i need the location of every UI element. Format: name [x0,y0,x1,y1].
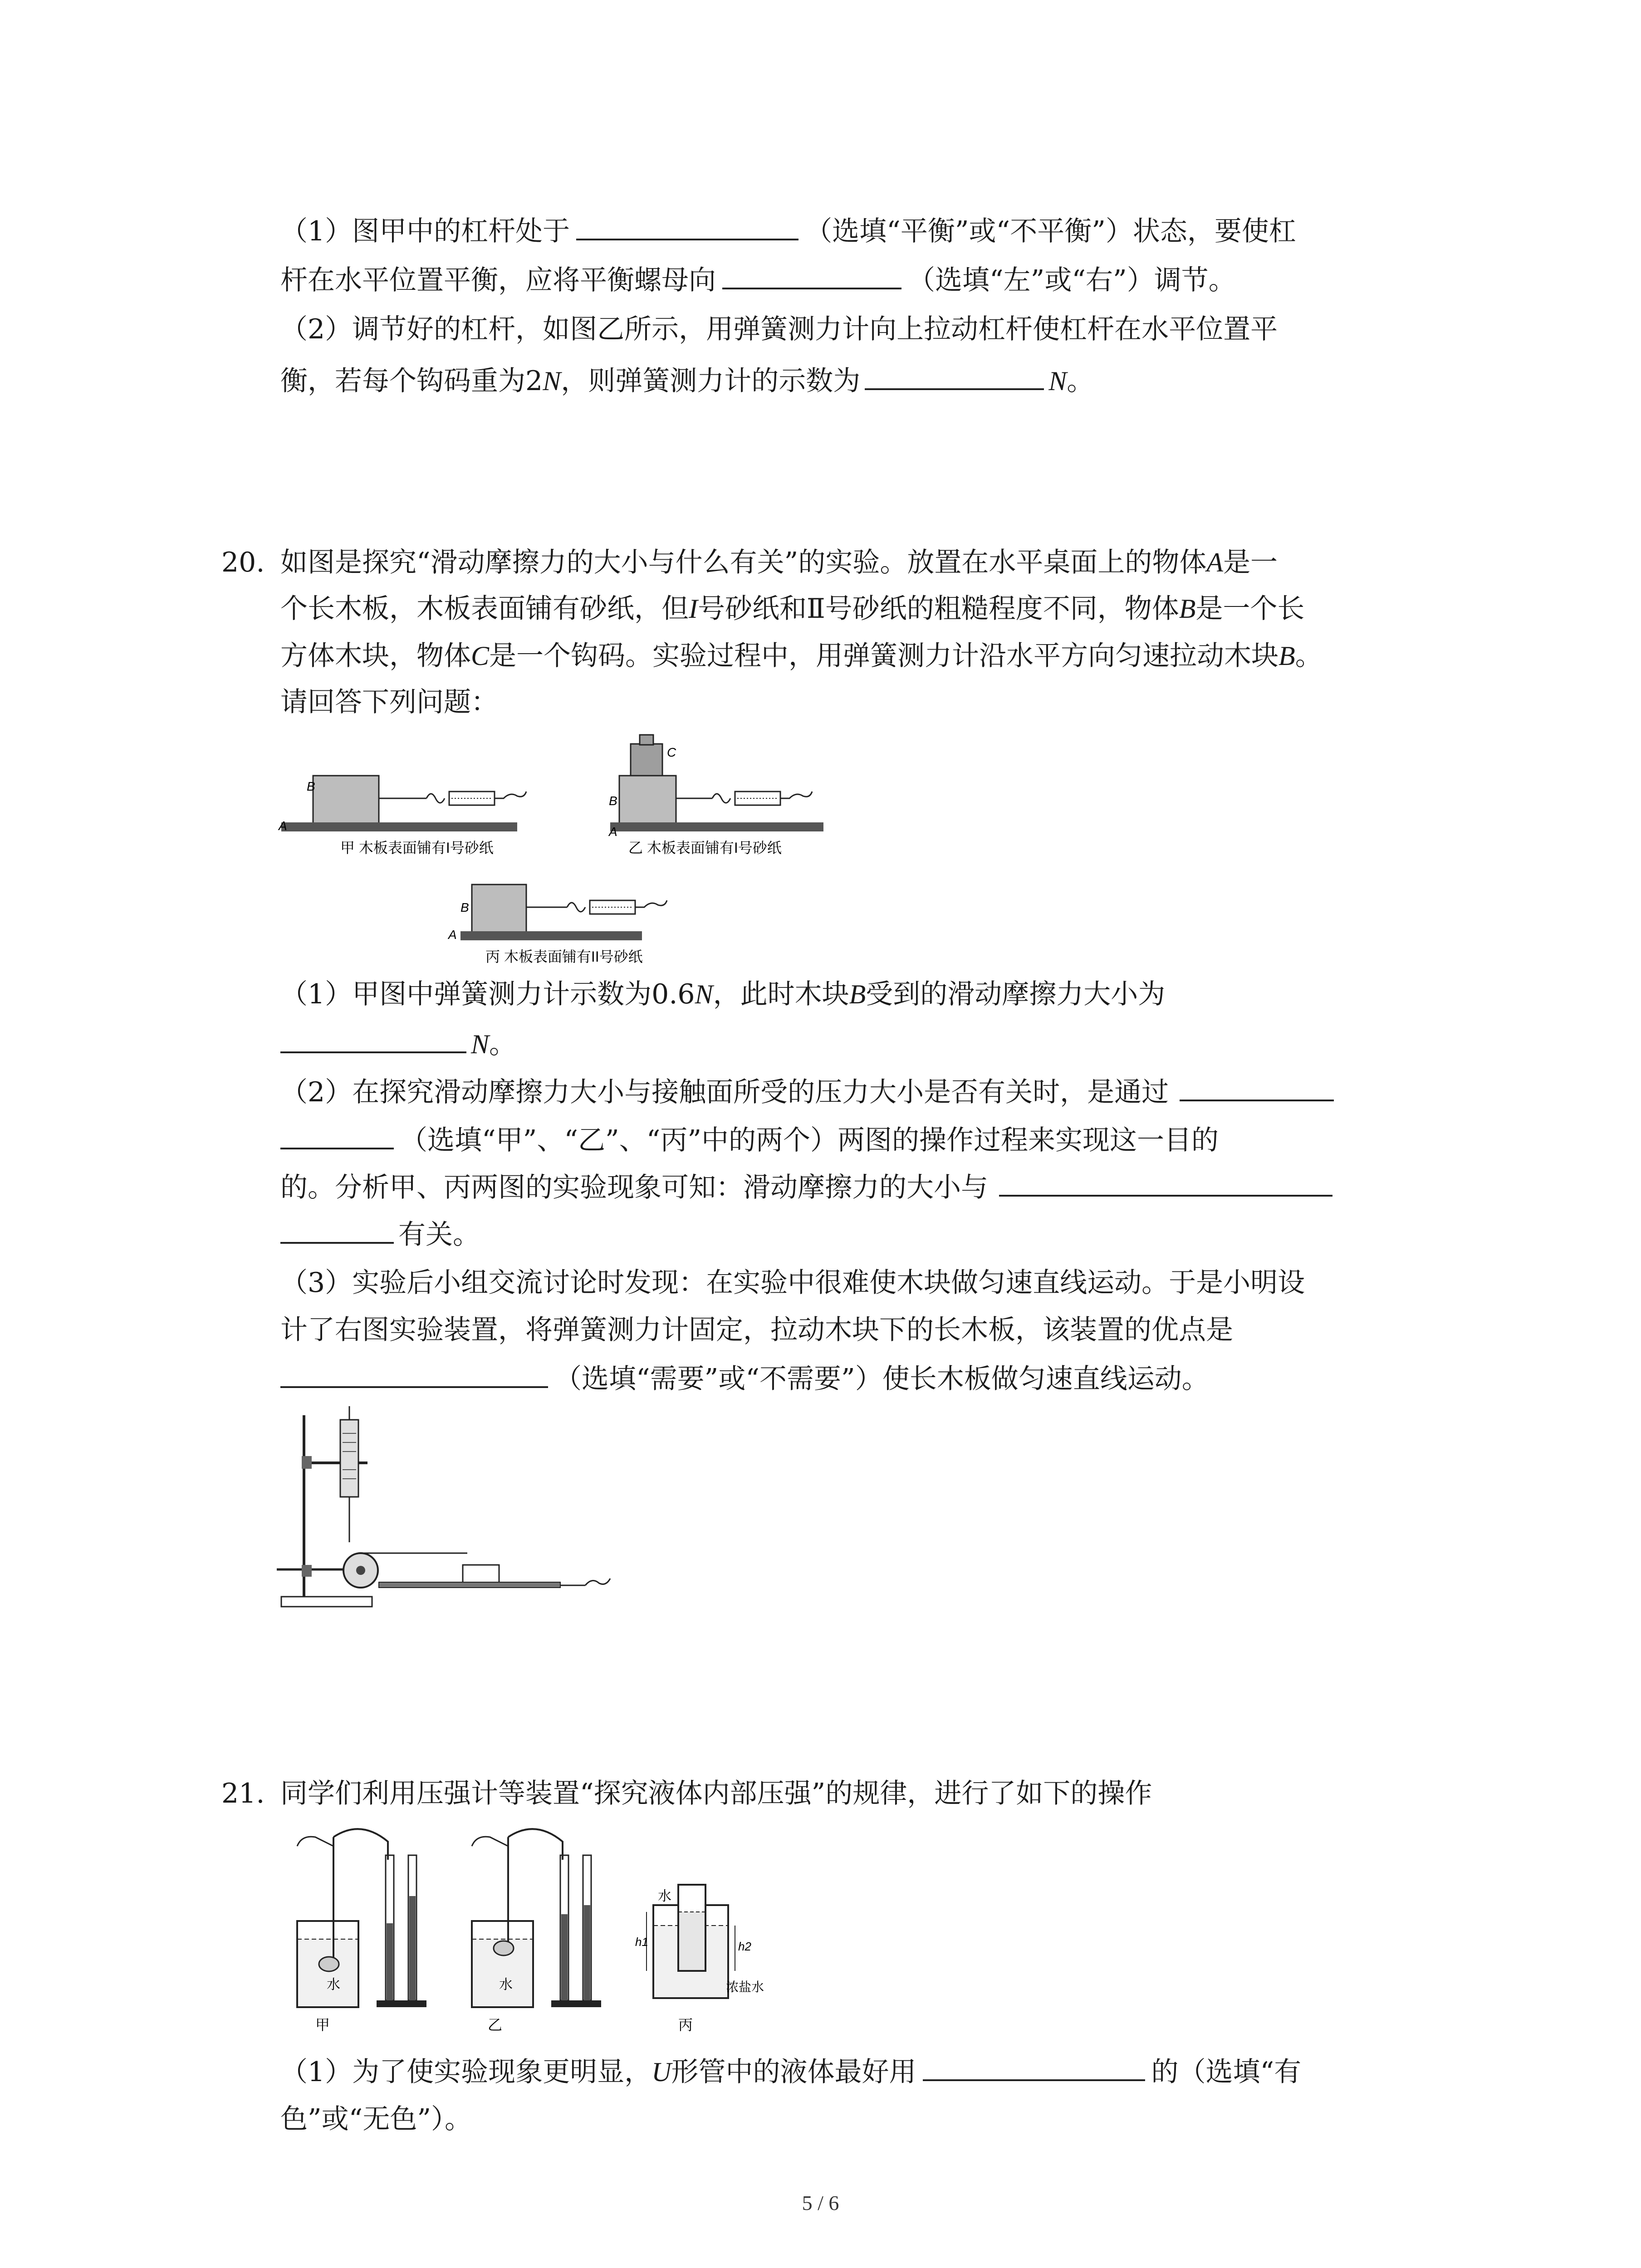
answer-blank[interactable] [1180,1074,1334,1101]
svg-text:水: 水 [327,1977,340,1992]
setup-bing [635,1885,764,2033]
q20-part3-line1: （3）实验后小组交流讨论时发现：在实验中很难使木块做匀速直线运动。于是小明设 [280,1267,1305,1299]
answer-blank[interactable] [722,262,901,289]
hand-icon [472,1837,508,1846]
question-number: 21. [221,1778,265,1809]
long-board [460,931,642,940]
q20-part2-line1: （2）在探究滑动摩擦力大小与接触面所受的压力大小是否有关时，是通过 [280,1074,1334,1109]
q19-part1-line2: 杆在水平位置平衡，应将平衡螺母向 （选填“左”或“右”）调节。 [280,262,1236,297]
block-b [313,776,379,823]
svg-text:B: B [609,794,617,808]
q20-part1-line2: N。 [280,1026,516,1061]
caption-bing: 丙 [678,2017,693,2033]
q20-intro-line3: 方体木块，物体C是一个钩码。实验过程中，用弹簧测力计沿水平方向匀速拉动木块B。 [280,640,1323,672]
brine-label: 浓盐水 [726,1980,764,1994]
q20-intro-line2: 个长木板，木板表面铺有砂纸，但I号砂纸和Ⅱ号砂纸的粗糙程度不同，物体B是一个长 [280,593,1305,625]
svg-text:水: 水 [658,1889,671,1904]
answer-blank[interactable] [923,2054,1145,2081]
caption-yi: 乙 木板表面铺有I号砂纸 [628,840,782,856]
setup-yi [472,1829,601,2033]
answer-blank[interactable] [280,1122,394,1149]
answer-blank[interactable] [999,1169,1332,1197]
caption-yi: 乙 [488,2017,503,2033]
caption-jia: 甲 木板表面铺有I号砂纸 [340,840,494,856]
q20-part3-line3: （选填“需要”或“不需要”）使长木板做匀速直线运动。 [280,1361,1209,1395]
hand-icon [297,1837,333,1846]
q21-part1-line2: 色”或“无色”）。 [280,2103,472,2135]
block-b [472,885,526,932]
question-number: 20. [221,547,265,578]
hand-icon [495,792,526,798]
probe [319,1957,339,1971]
q19-part2-line1: （2）调节好的杠杆，如图乙所示，用弹簧测力计向上拉动杠杆使杠杆在水平位置平 [280,313,1278,345]
long-board [281,822,517,831]
svg-text:A: A [279,819,287,833]
answer-blank[interactable] [865,363,1044,390]
svg-text:h1: h1 [635,1935,648,1949]
answer-blank[interactable] [280,1026,466,1053]
setup-yi [608,735,823,856]
answer-blank[interactable] [576,213,798,240]
hand-icon [635,900,667,907]
q21-part1-line1: （1）为了使实验现象更明显，U形管中的液体最好用 的（选填“有 [280,2054,1301,2088]
hand-icon [780,792,812,798]
answer-blank[interactable] [280,1217,394,1244]
pressure-experiment-figure [279,1819,814,2046]
q19-part2-line2: 衡，若每个钩码重为2N，则弹簧测力计的示数为 N。 [280,363,1094,397]
q20-intro-line1: 如图是探究“滑动摩擦力的大小与什么有关”的实验。放置在水平桌面上的物体A是一 [280,547,1278,578]
svg-text:h2: h2 [738,1940,751,1953]
answer-blank[interactable] [280,1361,548,1388]
probe [494,1941,514,1955]
wood-block [463,1565,499,1583]
q20-part2-line4: 有关。 [280,1217,480,1251]
hand-icon [585,1579,610,1585]
q20-intro-line4: 请回答下列问题： [280,686,498,718]
q21-intro: 同学们利用压强计等装置“探究液体内部压强”的规律，进行了如下的操作 [280,1778,1152,1809]
weight-c [631,744,662,776]
svg-text:B: B [307,779,315,793]
setup-jia [278,776,526,856]
improved-apparatus-figure [277,1406,612,1615]
svg-text:A: A [609,825,617,839]
long-board [610,822,823,831]
block-b [619,776,676,823]
q20-part2-line2: （选填“甲”、“乙”、“丙”中的两个）两图的操作过程来实现这一目的 [280,1122,1219,1157]
q20-part3-line2: 计了右图实验装置，将弹簧测力计固定，拉动木块下的长木板，该装置的优点是 [280,1314,1233,1346]
svg-text:水: 水 [499,1977,513,1992]
svg-text:B: B [460,900,469,914]
q20-part2-line3: 的。分析甲、丙两图的实验现象可知：滑动摩擦力的大小与 [280,1169,1332,1204]
setup-bing [447,885,667,965]
q20-part1-line1: （1）甲图中弹簧测力计示数为0.6N，此时木块B受到的滑动摩擦力大小为 [280,978,1166,1010]
stand-base [281,1597,372,1607]
page-number: 5 / 6 [802,2191,839,2214]
q19-part1-line1: （1）图甲中的杠杆处于 （选填“平衡”或“不平衡”）状态，要使杠 [280,213,1296,248]
svg-text:C: C [667,745,676,759]
spring-scale [340,1420,358,1497]
caption-bing: 丙 木板表面铺有II号砂纸 [485,948,643,965]
friction-experiment-figure [272,726,916,980]
svg-text:A: A [448,928,457,942]
caption-jia: 甲 [315,2017,330,2033]
setup-jia [297,1829,426,2033]
long-board [379,1582,560,1588]
